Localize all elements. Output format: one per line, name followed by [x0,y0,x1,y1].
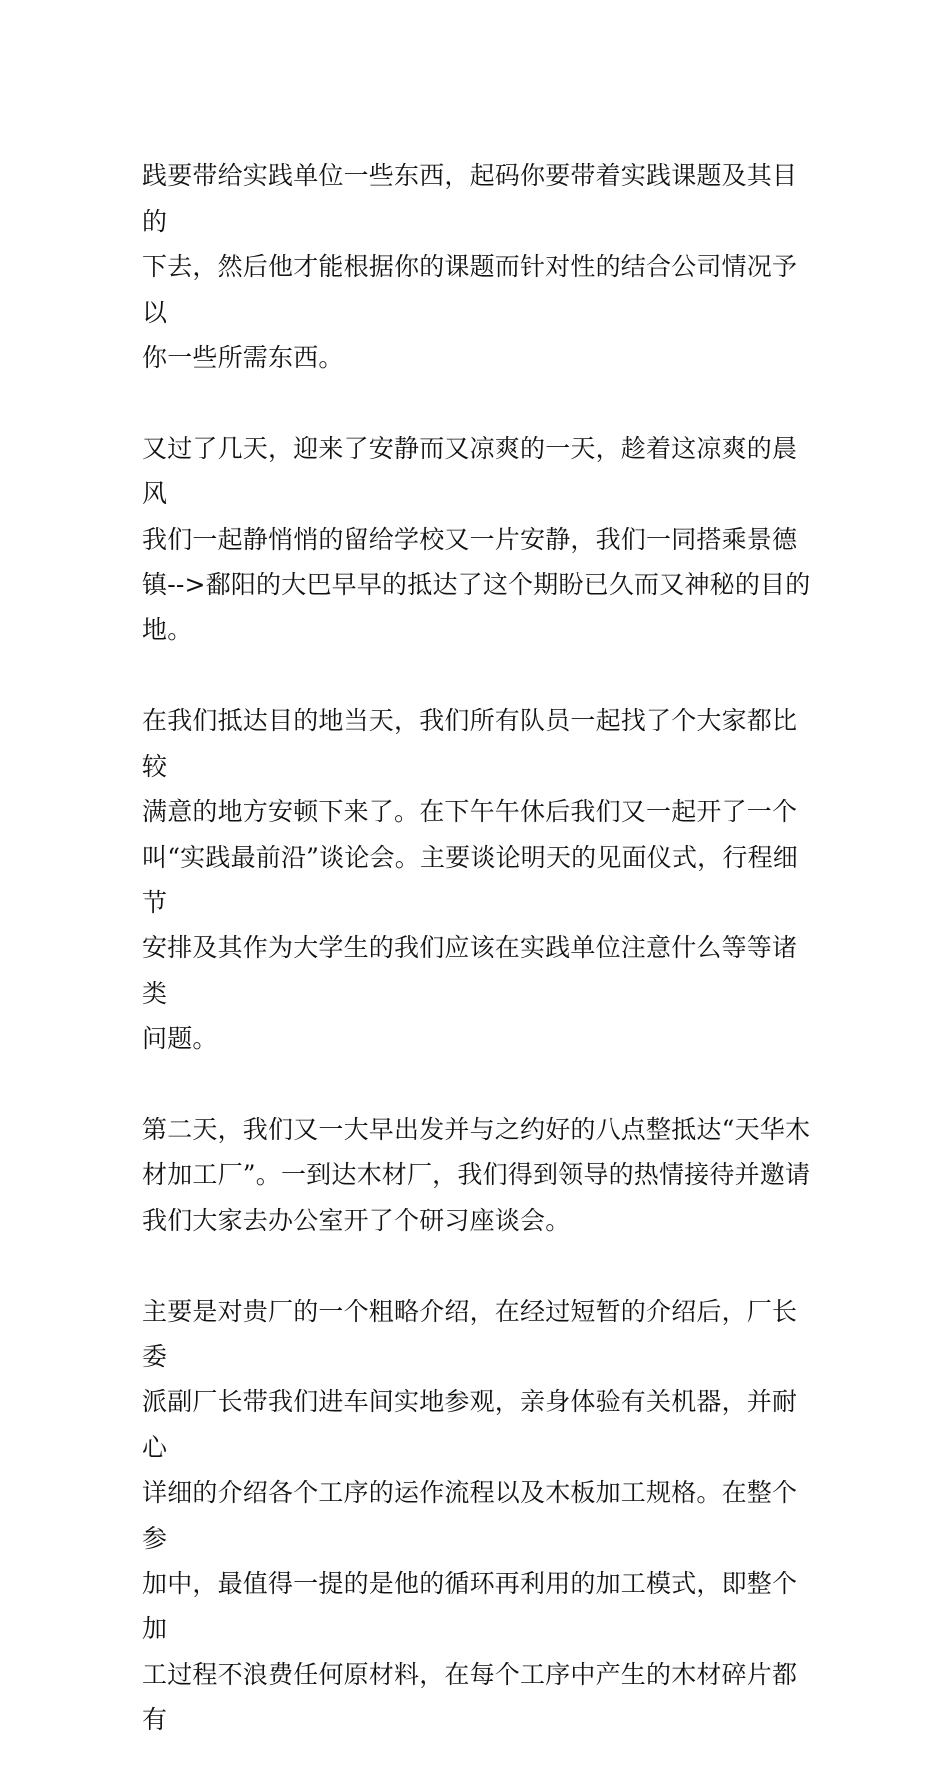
paragraph-1: 践要带给实践单位一些东西，起码你要带着实践课题及其目的 下去，然后他才能根据你的课题而针对性的结合公司情况予以 你一些所需东西。 [142,161,798,373]
paragraph-2: 又过了几天，迎来了安静而又凉爽的一天，趁着这凉爽的晨风 我们一起静悄悄的留给学校又一片安静，我们一同搭乘景德 镇-->鄱阳的大巴早早的抵达了这个期盼已久而又神秘的目的 地。 [142,433,811,645]
paragraph-5: 主要是对贵厂的一个粗略介绍，在经过短暂的介绍后，厂长委 派副厂长带我们进车间实地参观，亲身体验有关机器，并耐心 详细的介绍各个工序的运作流程以及木板加工规格。在整个参 加中，最值得一提的是他的循环再利用的加工模式，即整个加 工过程不浪费任何原材料，在每个工序中产生的木材碎片都有 [142,1296,798,1735]
paragraph-3: 在我们抵达目的地当天，我们所有队员一起找了个大家都比较 满意的地方安顿下来了。在下午午休后我们又一起开了一个 叫“实践最前沿”谈论会。主要谈论明天的见面仪式，行程细节 安排及其作为大学生的我们应该在实践单位注意什么等等诸类 问题。 [142,706,798,1054]
paragraph-4: 第二天，我们又一大早出发并与之约好的八点整抵达“天华木 材加工厂”。一到达木材厂，我们得到领导的热情接待并邀请 我们大家去办公室开了个研习座谈会。 [142,1114,811,1235]
document-body [142,108,822,1788]
